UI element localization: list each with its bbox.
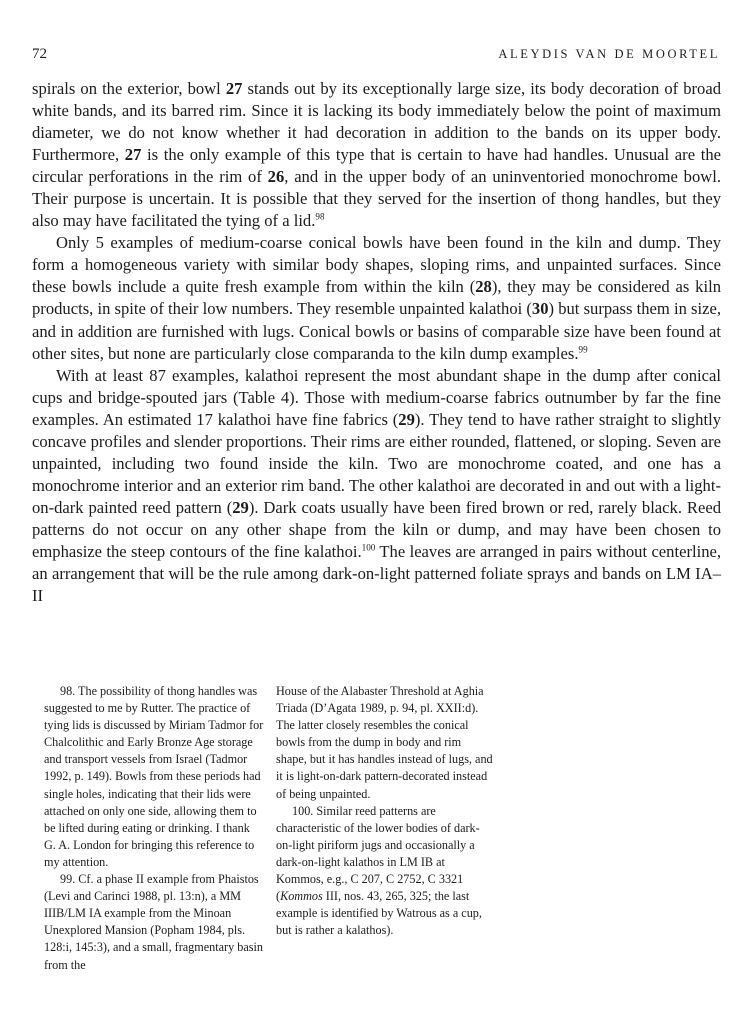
page-number: 72 — [32, 46, 47, 62]
footnote-99: 99. Cf. a phase II example from Phaistos (Levi and Carinci 1988, pl. 13:n), a MM IIIB/LM IA example from the Minoan Unexplored Mansion (Popham 1984, pls. 128:i, 145:3), and a small, fragmentary basin from the — [44, 872, 263, 972]
running-head: ALEYDIS VAN DE MOORTEL — [498, 47, 720, 61]
footnote-ref-99[interactable]: 99 — [578, 344, 588, 355]
text-run: ), they may be considered as kiln products, in spite of their low numbers. They resemble unpainted kalathoi ( — [32, 277, 721, 319]
text-run: With at least 87 examples, kalathoi represent the most abundant shape in the dump after conical cups and bridge-spouted jars (Table 4). Those with medium-coarse fabrics outnumber by far the fine examples. An estimated 17 kalathoi have fine fabrics ( — [32, 365, 721, 429]
footnote-ref-98[interactable]: 98 — [315, 211, 325, 222]
catalog-number: 27 — [225, 79, 243, 98]
footnotes-left-column — [44, 683, 264, 974]
catalog-number: 30 — [531, 299, 549, 319]
text-run: ). Dark coats usually have been fired brown or red, rarely black. Reed patterns do not occur on any other shape from the kiln or dump, and may have been chosen to emphasize the steep contours of the fine kalathoi. — [32, 497, 721, 561]
text-run: spirals on the exterior, bowl — [32, 79, 226, 98]
text-run: The leaves are arranged in pairs without centerline, an arrangement that will be the rule among dark-on-light patterned foliate sprays and bands on LM IA–II — [32, 541, 722, 606]
paragraph-1 — [32, 78, 721, 232]
footnotes-right-column — [276, 683, 494, 939]
text-run: III, nos. 43, 265, 325; the last example is identified by Watrous as a cup, but is rather a kalathos). — [276, 889, 482, 938]
text-run: , and in the upper body of an uninventoried monochrome bowl. Their purpose is uncertain. It is possible that they served for the insertion of thong handles, but they also may have facilitated the tying of a lid. — [32, 167, 721, 231]
text-run: 100. Similar reed patterns are characteristic of the lower bodies of dark-on-light piriform jugs and occasionally a dark-on-light kalathos in LM IB at Kommos, e.g., C 207, C 2752, C 3321 ( — [276, 803, 480, 904]
catalog-number: 26 — [267, 167, 285, 187]
catalog-number: 27 — [124, 145, 142, 165]
paragraph-2 — [32, 232, 721, 364]
catalog-number: 29 — [398, 409, 415, 429]
text-run: Only 5 examples of medium-coarse conical bowls have been found in the kiln and dump. They form a homogeneous variety with similar body shapes, sloping rims, and unpainted surfaces. Since these bowls include a quite fresh example from within the kiln ( — [32, 233, 721, 297]
text-run: is the only example of this type that is certain to have had handles. Unusual are the circular perforations in the rim of — [32, 145, 721, 187]
text-run: stands out by its exceptionally large size, its body decoration of broad white bands, and its barred rim. Since it is lacking its body immediately below the point of maximum diameter, we do not know whether it had decoration in addition to the bands on its upper body. Furthermore, — [32, 79, 722, 165]
footnote-98: 98. The possibility of thong handles was suggested to me by Rutter. The practice of tying lids is discussed by Miriam Tadmor for Chalcolithic and Early Bronze Age storage and transport vessels from Israel (Tadmor 1992, p. 149). Bowls from these periods had single holes, indicating that their lids were attached on only one side, allowing them to be lifted during eating or drinking. I thank G. A. London for bringing this reference to my attention. — [44, 684, 264, 869]
main-text — [32, 78, 721, 607]
text-run: ) but surpass them in size, and in addition are furnished with lugs. Conical bowls or basins of comparable size have been found at other sites, but none are particularly close comparanda to the kiln dump examples. — [32, 299, 721, 363]
footnote-ref-100[interactable]: 100 — [361, 542, 376, 553]
paragraph-3 — [32, 365, 721, 608]
catalog-number: 29 — [232, 497, 249, 517]
footnote-100 — [276, 803, 494, 940]
italic-title: Kommos — [280, 889, 323, 904]
catalog-number: 28 — [475, 277, 492, 297]
text-run: ). They tend to have rather straight to slightly concave profiles and slender proportions. Their rims are either rounded, flattened, or sloping. Seven are unpainted, including two found inside the kiln. Two are monochrome coated, and one has a monochrome interior and an exterior rim band. The other kalathoi are decorated in and out with a light-on-dark painted reed pattern ( — [32, 409, 721, 517]
footnote-99-continued: House of the Alabaster Threshold at Aghia Triada (D’Agata 1989, p. 94, pl. XXII:d). The latter closely resembles the conical bowls from the dump in body and rim shape, but it has handles instead of lugs, and it is light-on-dark pattern-decorated instead of being unpainted. — [276, 684, 493, 801]
